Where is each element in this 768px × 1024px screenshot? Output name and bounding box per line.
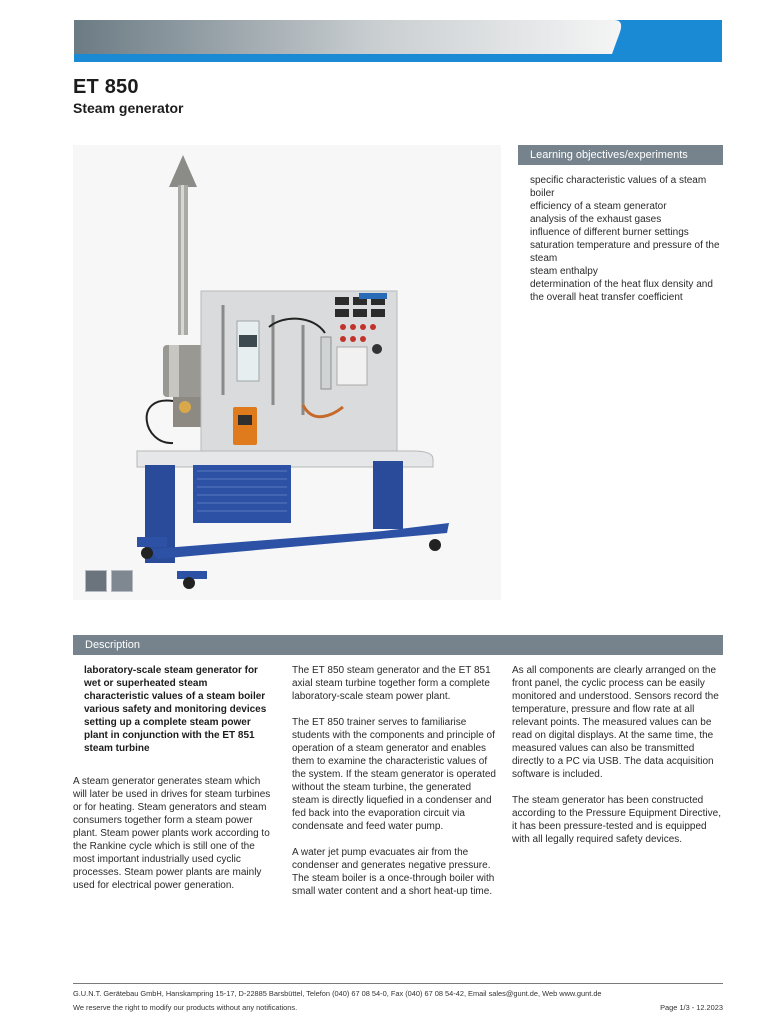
header-banner	[74, 20, 722, 62]
list-item: saturation temperature and pressure of the steam	[530, 240, 720, 264]
thumbnail-1[interactable]	[85, 570, 107, 592]
paragraph: The steam generator has been constructed according to the Pressure Equipment Directive, it has been pressure-tested and is equipped with all legally required safety devices.	[512, 795, 721, 845]
learning-objectives-list	[530, 174, 722, 304]
list-item: analysis of the exhaust gases	[530, 214, 662, 225]
list-item: determination of the heat flux density and the overall heat transfer coefficient	[530, 279, 713, 303]
learning-objectives-heading: Learning objectives/experiments	[518, 145, 723, 165]
list-item: influence of different burner settings	[530, 227, 689, 238]
description-column-1	[73, 664, 273, 905]
list-item: steam enthalpy	[530, 266, 598, 277]
paragraph: The ET 850 trainer serves to familiarise students with the components and principle of operation of a steam generator and enables them to examine the characteristic values of the system. If the steam generator is operated without the steam turbine, the generated steam is directly liquefied in a condenser and fed back into the evaporation circuit via condensate and feed water pump.	[292, 717, 496, 832]
page-title: ET 850	[73, 76, 139, 98]
list-item: specific characteristic values of a steam boiler	[530, 175, 707, 199]
thumbnail-2[interactable]	[111, 570, 133, 592]
paragraph: As all components are clearly arranged on the front panel, the cyclic process can be easily monitored and understood. Sensors record the temperature, pressure and flow rate at all relevant points. The measured values can be read on digital displays. At the same time, the measured values can also be transmitted directly to a PC via USB. The data acquisition software is included.	[512, 665, 719, 780]
footer-bottom	[73, 1003, 723, 1012]
page-number: Page 1/3 - 12.2023	[660, 1003, 723, 1012]
paragraph: A water jet pump evacuates air from the condenser and generates negative pressure. The steam boiler is a once-through boiler with small water content and a short heat-up time.	[292, 847, 495, 897]
image-thumbnails	[85, 570, 133, 592]
footer-divider	[73, 983, 723, 984]
feature-item: laboratory-scale steam generator for wet or superheated steam	[84, 665, 258, 689]
feature-list	[84, 664, 273, 755]
footer-address: G.U.N.T. Gerätebau GmbH, Hanskampring 15-17, D-22885 Barsbüttel, Telefon (040) 67 08 54-0, Fax (040) 67 08 54-42, Email sales@gunt.de, Web www.gunt.de	[73, 989, 602, 998]
footer-disclaimer: We reserve the right to modify our products without any notifications.	[73, 1003, 298, 1012]
feature-item: setting up a complete steam power plant in conjunction with the ET 851 steam turbine	[84, 717, 255, 754]
product-image	[73, 145, 501, 600]
description-heading: Description	[73, 635, 723, 655]
page-subtitle: Steam generator	[73, 100, 184, 116]
description-column-3	[512, 664, 722, 859]
list-item: efficiency of a steam generator	[530, 201, 667, 212]
feature-item: various safety and monitoring devices	[84, 704, 267, 715]
feature-item: characteristic values of a steam boiler	[84, 691, 266, 702]
paragraph: The ET 850 steam generator and the ET 851 axial steam turbine together form a complete laboratory-scale steam power plant.	[292, 665, 491, 702]
paragraph: A steam generator generates steam which will later be used in drives for steam turbines or for heating. Steam generators and steam consumers together form a steam power plant. Steam power plants work according to the Rankine cycle which is still one of the most important industrially used cyclic processes. Steam power plants are mainly used for electrical power generation.	[73, 776, 271, 891]
description-column-2	[292, 664, 497, 911]
